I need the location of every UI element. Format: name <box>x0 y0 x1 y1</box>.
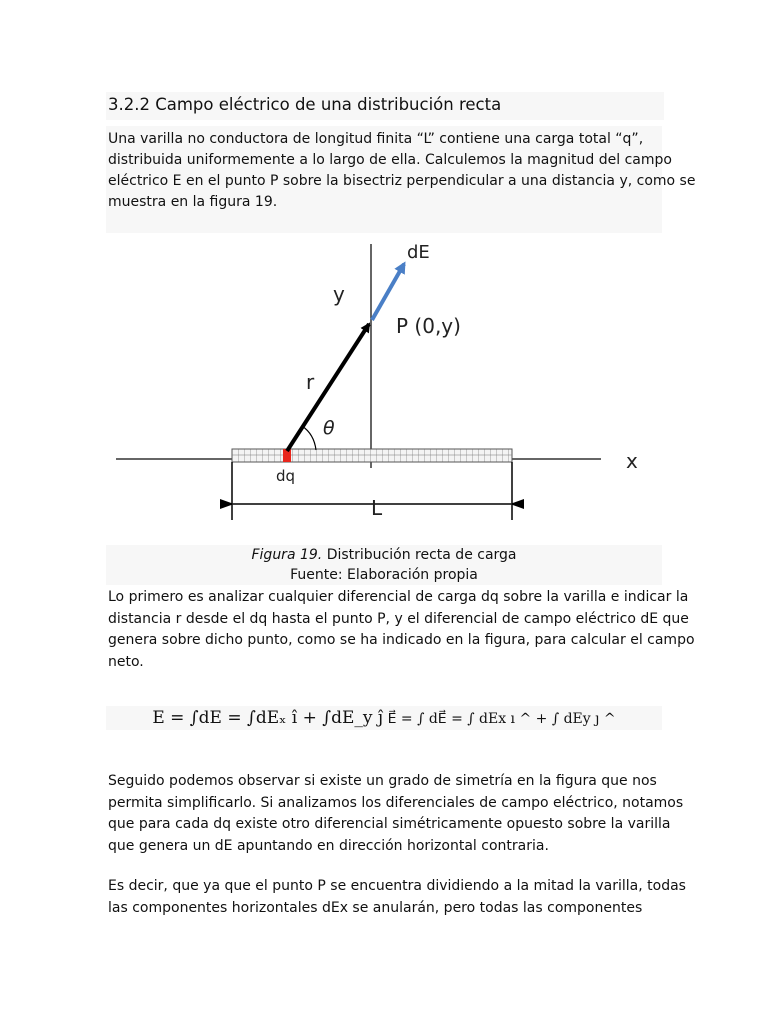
paragraph-line: Es decir, que ya que el punto P se encuentra dividiendo a la mitad la varilla, todas <box>108 878 686 894</box>
label-dq: dq <box>276 467 296 485</box>
theta-arc <box>302 426 316 450</box>
section-heading: 3.2.2 Campo eléctrico de una distribución recta <box>106 92 664 120</box>
charged-rod <box>232 449 512 462</box>
caption-text: Distribución recta de carga <box>322 547 517 563</box>
caption-title <box>106 545 662 565</box>
equation-main: E = ∫dE = ∫dEₓ ı̂ + ∫dE_y ȷ̂ <box>152 708 384 728</box>
paragraph-line: Lo primero es analizar cualquier diferencial de carga dq sobre la varilla e indicar la <box>108 589 689 605</box>
paragraph-line: genera sobre dicho punto, como se ha indicado en la figura, para calcular el campo <box>108 632 695 648</box>
paragraph-line: permita simplificarlo. Si analizamos los diferenciales de campo eléctrico, notamos <box>108 794 684 811</box>
symmetry-paragraph <box>106 771 684 857</box>
paragraph-line: que para cada dq existe otro diferencial simétricamente opuesto sobre la varilla <box>108 816 671 832</box>
equation-tail: E⃗ = ∫ dE⃗ = ∫ dEx ı ^ + ∫ dEy ȷ ^ <box>383 711 616 727</box>
intro-line: eléctrico E en el punto P sobre la bisectriz perpendicular a una distancia y, como se <box>108 173 696 189</box>
dE-vector <box>372 264 404 320</box>
figure-caption <box>106 545 662 585</box>
intro-line: Una varilla no conductora de longitud finita “L” contiene una carga total “q”, <box>108 131 644 147</box>
paragraph-line: neto. <box>108 653 144 670</box>
intro-paragraph <box>106 126 696 233</box>
label-L: L <box>371 496 383 520</box>
figure-19-diagram <box>106 238 662 540</box>
intro-line: muestra en la figura 19. <box>108 194 278 210</box>
conclusion-paragraph <box>106 876 686 919</box>
intro-line: distribuida uniformemente a lo largo de ella. Calculemos la magnitud del campo <box>108 152 672 168</box>
label-x: x <box>626 449 638 473</box>
label-theta: θ <box>323 417 335 439</box>
paragraph-line: Seguido podemos observar si existe un grado de simetría en la figura que nos <box>108 773 657 789</box>
label-dE: dE <box>407 242 430 263</box>
field-equation <box>106 706 662 730</box>
paragraph-line: distancia r desde el dq hasta el punto P, y el diferencial de campo eléctrico dE que <box>108 610 689 627</box>
paragraph-line: que genera un dE apuntando en dirección horizontal contraria. <box>108 837 549 854</box>
caption-source: Fuente: Elaboración propia <box>290 567 478 583</box>
label-P: P (0,y) <box>396 314 461 338</box>
label-y: y <box>333 282 345 306</box>
caption-figure-ref: Figura 19. <box>251 547 323 563</box>
analysis-paragraph <box>106 587 695 673</box>
paragraph-line: las componentes horizontales dEx se anularán, pero todas las componentes <box>108 899 643 916</box>
label-r: r <box>306 370 315 394</box>
